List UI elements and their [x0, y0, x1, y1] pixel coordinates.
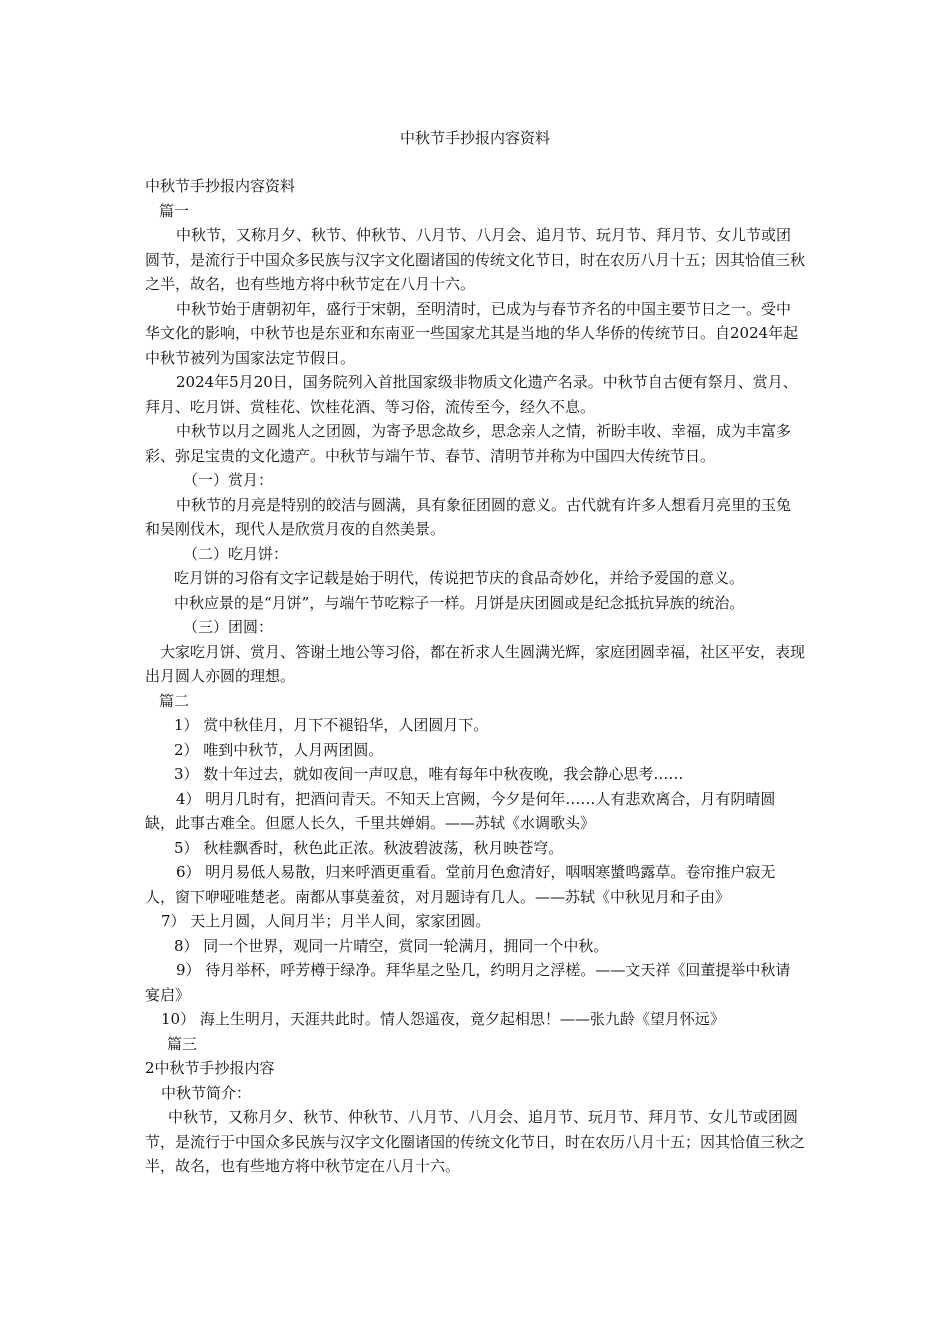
page-title: 中秋节手抄报内容资料 — [399, 129, 550, 147]
paragraph: 2024年5月20日，国务院列入首批国家级非物质文化遗产名录。中秋节自古便有祭月、赏月、拜月、吃月饼、赏桂花、饮桂花酒、等习俗，流传至今，经久不息。 — [145, 373, 798, 416]
paragraph: （二）吃月饼： — [183, 544, 289, 563]
paragraph: 2中秋节手抄报内容 — [145, 1059, 275, 1077]
paragraph: 中秋应景的是“月饼”，与端午节吃粽子一样。月饼是庆团圆或是纪念抵抗异族的统治。 — [174, 593, 745, 612]
paragraph: （三）团圆： — [183, 618, 274, 636]
paragraph: 中秋节的月亮是特别的皎洁与圆满，具有象征团圆的意义。古代就有许多人想看月亮里的玉兔和吴刚伐木，现代人是欣赏月夜的自然美景。 — [145, 495, 792, 538]
paragraph: 5） 秋桂飘香时，秋色此正浓。秋波碧波荡，秋月映苍穹。 — [174, 838, 564, 857]
paragraph: 中秋节简介： — [161, 1083, 252, 1102]
paragraph: 2） 唯到中秋节，人月两团圆。 — [174, 740, 384, 759]
paragraph: 吃月饼的习俗有文字记载是始于明代，传说把节庆的食品奇妙化，并给予爱国的意义。 — [174, 569, 745, 587]
paragraph: 大家吃月饼、赏月、答谢土地公等习俗，都在祈求人生圆满光辉，家庭团圆幸福，社区平安，表现出月圆人亦圆的理想。 — [145, 642, 806, 685]
paragraph: 中秋节手抄报内容资料 — [145, 177, 296, 195]
paragraph: 中秋节以月之圆兆人之团圆，为寄予思念故乡，思念亲人之情，祈盼丰收、幸福，成为丰富多彩、弥足宝贵的文化遗产。中秋节与端午节、春节、清明节并称为中国四大传统节日。 — [145, 422, 792, 465]
paragraph: 篇二 — [159, 691, 190, 710]
paragraph: 中秋节始于唐朝初年，盛行于宋朝，至明清时，已成为与春节齐名的中国主要节日之一。受中华文化的影响，中秋节也是东亚和东南亚一些国家尤其是当地的华人华侨的传统节日。自2024年起中秋节被列为国家法定节假日。 — [145, 299, 799, 367]
paragraph: 篇一 — [159, 201, 190, 220]
paragraph: 7） 天上月圆，人间月半；月半人间，家家团圆。 — [161, 912, 491, 930]
document-body — [145, 174, 805, 1179]
paragraph: 3） 数十年过去，就如夜间一声叹息，唯有每年中秋夜晚，我会静心思考…… — [174, 765, 684, 783]
paragraph: 4） 明月几时有，把酒问青天。不知天上宫阙，今夕是何年……人有悲欢离合，月有阴晴圆缺，此事古难全。但愿人长久，千里共婵娟。——苏轼《水调歌头》 — [145, 789, 776, 832]
paragraph: 6） 明月易低人易散，归来呼酒更重看。堂前月色愈清好，咽咽寒螿鸣露草。卷帘推户寂无人，窗下咿哑唯楚老。南都从事莫羞贫，对月题诗有几人。——苏轼《中秋见月和子由》 — [145, 863, 776, 906]
paragraph: 篇三 — [167, 1034, 198, 1053]
paragraph: 9） 待月举杯，呼芳樽于绿净。拜华星之坠几，约明月之浮槎。——文天祥《回董提举中秋请宴启》 — [145, 961, 791, 1004]
paragraph: 8） 同一个世界，观同一片晴空，赏同一轮满月，拥同一个中秋。 — [174, 936, 609, 955]
paragraph: 1） 赏中秋佳月，月下不褪铅华，人团圆月下。 — [174, 716, 489, 734]
paragraph: 中秋节，又称月夕、秋节、仲秋节、八月节、八月会、追月节、玩月节、拜月节、女儿节或团圆节，是流行于中国众多民族与汉字文化圈诸国的传统文化节日，时在农历八月十五；因其恰值三秋之半，故名，也有些地方将中秋节定在八月十六。 — [145, 1108, 806, 1175]
paragraph: 中秋节，又称月夕、秋节、仲秋节、八月节、八月会、追月节、玩月节、拜月节、女儿节或团圆节，是流行于中国众多民族与汉字文化圈诸国的传统文化节日，时在农历八月十五；因其恰值三秋之半，故名，也有些地方将中秋节定在八月十六。 — [145, 226, 806, 293]
paragraph: 10） 海上生明月，天涯共此时。情人怨遥夜，竟夕起相思！——张九龄《望月怀远》 — [161, 1010, 725, 1028]
paragraph: （一）赏月： — [183, 471, 274, 489]
